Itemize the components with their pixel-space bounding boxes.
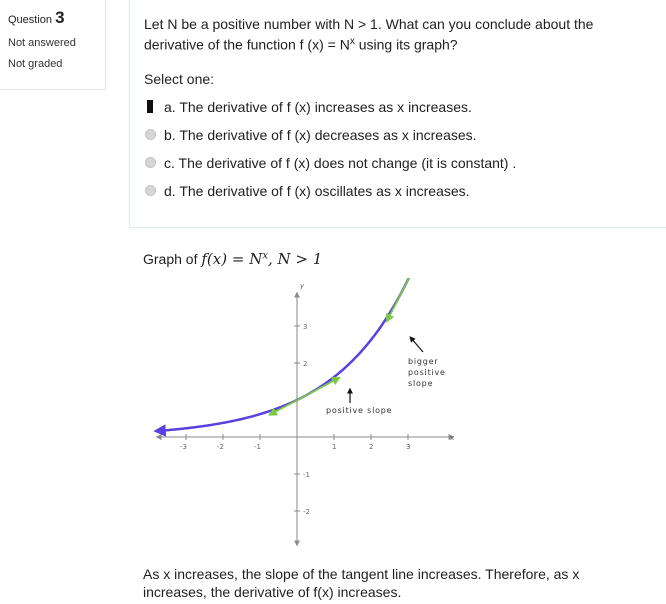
- answer-options: [144, 93, 652, 205]
- exponential-graph: [150, 278, 470, 553]
- annotation-positive-slope: positive slope: [326, 406, 393, 415]
- option-b[interactable]: [144, 121, 652, 149]
- question-text-line-1: Let N be a positive number with N > 1. What can you conclude about the: [144, 16, 594, 32]
- select-one-label: Select one:: [144, 70, 215, 87]
- graph-title-condition: , N > 1: [267, 250, 323, 268]
- annotation-positive: positive: [408, 368, 446, 377]
- option-a[interactable]: [144, 93, 652, 121]
- x-tick-label: 3: [406, 443, 411, 451]
- graph-title: [143, 250, 643, 268]
- graph-title-formula: f(x) = N: [201, 250, 263, 268]
- y-tick-label: -1: [303, 471, 310, 479]
- question-grade: Not graded: [8, 58, 63, 70]
- x-tick-label: 1: [332, 443, 337, 451]
- radio-unselected-icon[interactable]: [145, 129, 156, 140]
- question-number: 3: [55, 8, 65, 27]
- question-info-panel: [0, 0, 106, 90]
- option-b-label[interactable]: b. The derivative of f (x) decreases as x increases.: [164, 126, 477, 143]
- radio-unselected-icon[interactable]: [145, 157, 156, 168]
- question-state: Not answered: [8, 37, 76, 49]
- y-tick-label: -2: [303, 508, 310, 516]
- graph-title-exponent: x: [262, 250, 268, 262]
- x-tick-label: -2: [217, 443, 224, 451]
- option-c-label[interactable]: c. The derivative of f (x) does not change (it is constant) .: [164, 154, 517, 171]
- annotation-bigger: bigger: [408, 357, 439, 366]
- question-text-line-2-start: derivative of the function f (x) = N: [144, 36, 350, 53]
- x-tick-label: 2: [369, 443, 374, 451]
- question-label: Question: [8, 14, 53, 26]
- y-tick-label: 3: [303, 323, 308, 331]
- y-axis-label: y: [300, 282, 305, 290]
- question-heading: [8, 8, 97, 28]
- question-text: [144, 15, 652, 54]
- question-text-exponent: x: [349, 36, 355, 47]
- x-axis-label: x: [450, 434, 455, 442]
- x-tick-label: -1: [254, 443, 261, 451]
- option-d-label[interactable]: d. The derivative of f (x) oscillates as x increases.: [164, 182, 470, 199]
- option-a-label[interactable]: a. The derivative of f (x) increases as x increases.: [164, 98, 472, 115]
- question-text-line-2-end: using its graph?: [354, 36, 458, 53]
- explanation-text: As x increases, the slope of the tangent line increases. Therefore, as x increases, the derivative of f(x) increases.: [143, 566, 580, 600]
- radio-selected-icon[interactable]: [144, 100, 157, 113]
- x-tick-label: -3: [180, 443, 187, 451]
- big-slope-pointer-arrow: [411, 338, 423, 352]
- graph-title-prefix: Graph of: [143, 251, 202, 267]
- option-d[interactable]: [144, 177, 652, 205]
- y-tick-label: 2: [303, 360, 308, 368]
- radio-unselected-icon[interactable]: [145, 185, 156, 196]
- axis-ticks: [180, 323, 410, 516]
- feedback-section: [143, 250, 643, 268]
- question-content: [129, 0, 666, 228]
- annotation-slope: slope: [408, 379, 434, 388]
- question-text-line-2: [144, 33, 652, 54]
- option-c[interactable]: [144, 149, 652, 177]
